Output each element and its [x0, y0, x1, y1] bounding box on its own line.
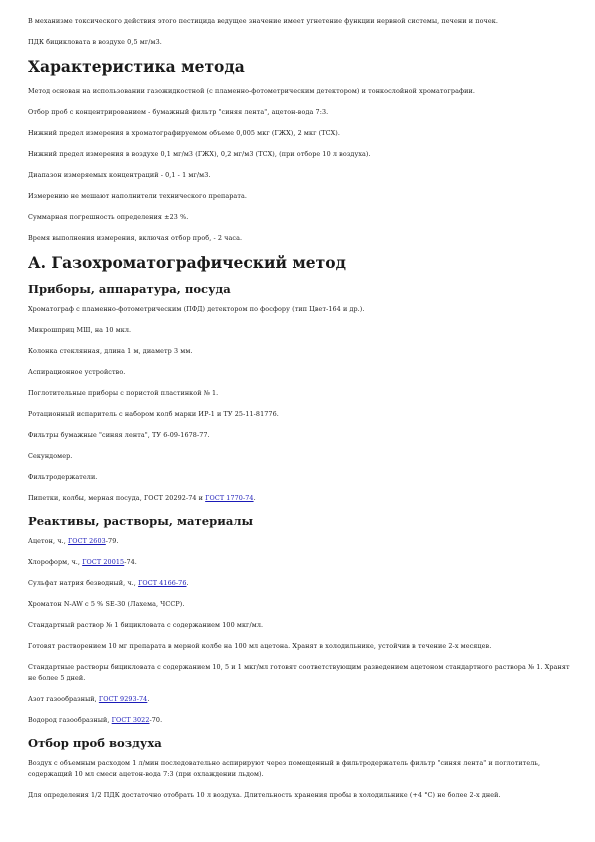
chromatography-detection-limit: Нижний предел измерения в хроматографируемом объеме 0,005 мкг (ГЖХ), 2 мкг (ТСХ). — [28, 129, 340, 137]
instrument-filter-holders: Фильтродержатели. — [28, 473, 98, 481]
air-sampling-procedure: Воздух с объемным расходом 1 л/мин последовательно аспирируют через помещенный в фильтродержатель фильтр "синяя лента" и поглотитель, содержащий 10 мл смеси ацетон-вода 7:3 (при охлаждении льдом). — [28, 759, 541, 778]
gost-2603-link[interactable]: ГОСТ 2603 — [67, 537, 106, 545]
instrument-rotary-evaporator: Ротационный испаритель с набором колб марки ИР-1 и ТУ 25-11-81776. — [28, 410, 279, 418]
sampling-concentration: Отбор проб с концентрированием - бумажный фильтр "синяя лента", ацетон-вода 7:3. — [28, 108, 329, 116]
gost-1770-link[interactable]: ГОСТ 1770-74 — [205, 494, 254, 502]
instrument-aspirator: Аспирационное устройство. — [28, 368, 126, 376]
gost-20015-link[interactable]: ГОСТ 20015 — [82, 558, 125, 566]
reagent-sodium-sulfate: Сульфат натрия безводный, ч., ГОСТ 4166-76. — [28, 579, 189, 587]
reagent-nitrogen: Азот газообразный, ГОСТ 9293-74. — [28, 695, 150, 703]
toxic-effect-paragraph: В механизме токсического действия этого пестицида ведущее значение имеет угнетение функции нервной системы, печени и почек. — [28, 17, 498, 25]
reagent-acetone: Ацетон, ч., ГОСТ 2603-79. — [28, 537, 119, 545]
air-sampling-volume: Для определения 1/2 ПДК достаточно отобрать 10 л воздуха. Длительность хранения пробы в холодильнике (+4 °С) не более 2-х дней. — [28, 791, 501, 799]
gost-3022-link[interactable]: ГОСТ 3022 — [111, 716, 150, 724]
instrument-column: Колонка стеклянная, длина 1 м, диаметр 3 мм. — [28, 347, 193, 355]
air-sampling-heading: Отбор проб воздуха — [28, 736, 162, 750]
total-error: Суммарная погрешность определения ±23 %. — [28, 213, 189, 221]
instruments-heading: Приборы, аппаратура, посуда — [28, 282, 231, 296]
gost-4166-link[interactable]: ГОСТ 4166-76 — [138, 579, 187, 587]
reagent-standard-preparation: Готовят растворением 10 мг препарата в мерной колбе на 100 мл ацетона. Хранят в холодильнике, устойчив в течение 2-х месяцев. — [28, 642, 492, 650]
method-characteristics-heading: Характеристика метода — [28, 57, 245, 76]
instrument-chromatograph: Хроматограф с пламенно-фотометрическим (ПФД) детектором по фосфору (тип Цвет-164 и др.). — [28, 305, 365, 313]
concentration-range: Диапазон измеряемых концентраций - 0,1 - 1 мг/м3. — [28, 171, 211, 179]
reagents-heading: Реактивы, растворы, материалы — [28, 514, 254, 528]
reagent-hydrogen: Водород газообразный, ГОСТ 3022-70. — [28, 716, 163, 724]
instrument-microsyringe: Микрошприц МШ, на 10 мкл. — [28, 326, 132, 334]
measurement-duration: Время выполнения измерения, включая отбор проб, - 2 часа. — [28, 234, 243, 242]
reagent-standard-solution-1: Стандартный раствор № 1 бицикловата с содержанием 100 мкг/мл. — [28, 621, 264, 629]
reagent-chromaton: Хроматон N-AW с 5 % SE-30 (Лахема, ЧССР). — [28, 600, 185, 608]
method-principle: Метод основан на использовании газожидкостной (с пламенно-фотометрическим детектором) и тонкослойной хроматографии. — [28, 87, 475, 95]
instrument-paper-filters: Фильтры бумажные "синяя лента", ТУ 6-09-1678-77. — [28, 431, 210, 439]
reagent-chloroform: Хлороформ, ч., ГОСТ 20015-74. — [28, 558, 137, 566]
gost-9293-link[interactable]: ГОСТ 9293-74 — [98, 695, 148, 703]
instrument-stopwatch: Секундомер. — [28, 452, 73, 460]
reagent-working-standards: Стандартные растворы бицикловата с содержанием 10, 5 и 1 мкг/мл готовят соответствующим разведением ацетоном стандартного раствора № 1. Хранят не более 5 дней. — [28, 663, 570, 682]
pdk-paragraph: ПДК бицикловата в воздухе 0,5 мг/м3. — [28, 38, 162, 46]
gas-chromatography-heading: А. Газохроматографический метод — [28, 253, 346, 272]
air-detection-limit: Нижний предел измерения в воздухе 0,1 мг/м3 (ГЖХ), 0,2 мг/м3 (ТСХ), (при отборе 10 л воздуха). — [28, 150, 371, 158]
interference-note: Измерению не мешают наполнители технического препарата. — [28, 192, 248, 200]
instrument-absorbers: Поглотительные приборы с пористой пластинкой № 1. — [28, 389, 219, 397]
instrument-glassware: Пипетки, колбы, мерная посуда, ГОСТ 20292-74 и ГОСТ 1770-74. — [28, 494, 256, 502]
